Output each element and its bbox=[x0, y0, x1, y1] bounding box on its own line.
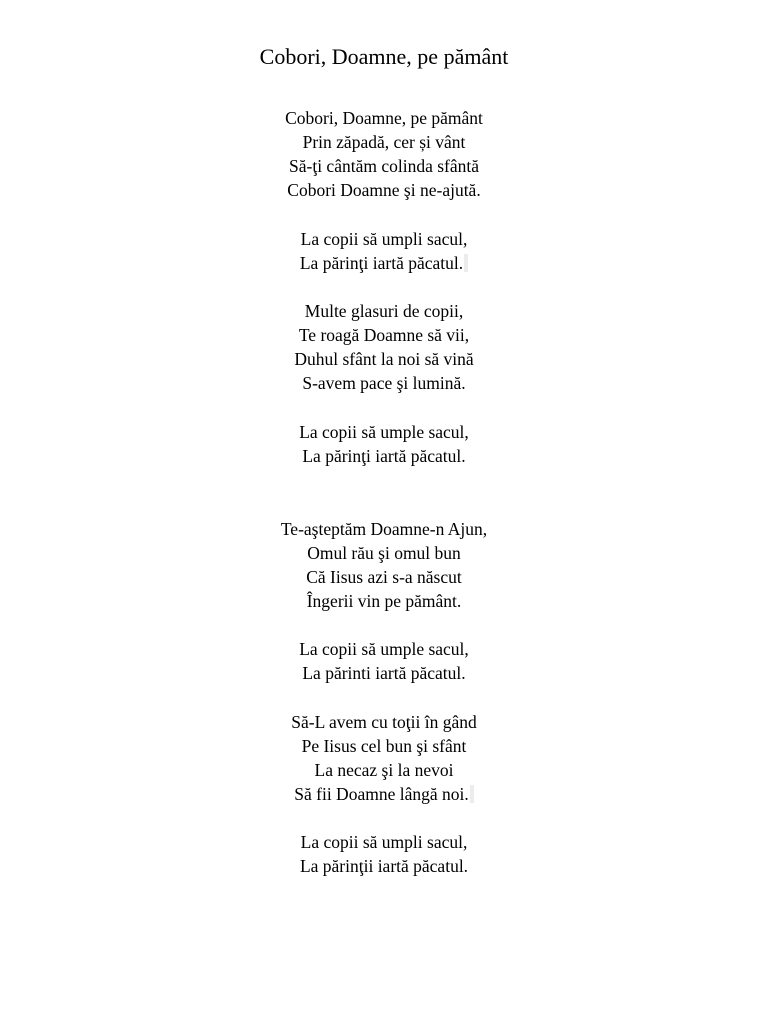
selection-mark bbox=[464, 254, 468, 272]
stanza-1-line-4: Cobori Doamne şi ne-ajută. bbox=[287, 180, 481, 200]
refrain-4-line-1: La copii să umpli sacul, bbox=[300, 832, 468, 852]
stanza-4-line-2: Pe Iisus cel bun şi sfânt bbox=[301, 736, 467, 756]
stanza-2-line-2: Te roagă Doamne să vii, bbox=[298, 325, 470, 345]
stanza-4-line-4: Să fii Doamne lângă noi. bbox=[294, 784, 469, 804]
refrain-3-line-2: La părinti iartă păcatul. bbox=[302, 663, 466, 683]
refrain-3-line-1: La copii să umple sacul, bbox=[299, 639, 469, 659]
stanza-2-line-3: Duhul sfânt la noi să vină bbox=[294, 349, 474, 369]
stanza-1-line-3: Să-ţi cântăm colinda sfântă bbox=[289, 156, 479, 176]
stanza-3-line-3: Că Iisus azi s-a născut bbox=[306, 567, 462, 587]
stanza-2-line-4: S-avem pace şi lumină. bbox=[302, 373, 466, 393]
stanza-4-line-3: La necaz şi la nevoi bbox=[314, 760, 454, 780]
refrain-1-line-1: La copii să umpli sacul, bbox=[300, 229, 468, 249]
page-title: Cobori, Doamne, pe pământ bbox=[259, 44, 509, 69]
refrain-2-line-2: La părinţi iartă păcatul. bbox=[302, 446, 466, 466]
stanza-4-line-4-wrap bbox=[0, 782, 768, 806]
refrain-1-line-2-wrap bbox=[0, 251, 768, 275]
stanza-3-line-1: Te-aşteptăm Doamne-n Ajun, bbox=[280, 519, 488, 539]
stanza-4-line-1: Să-L avem cu toţii în gând bbox=[291, 712, 477, 732]
refrain-1-line-2: La părinţi iartă păcatul. bbox=[299, 253, 464, 273]
stanza-3-line-4: Îngerii vin pe pământ. bbox=[306, 591, 462, 611]
stanza-3-line-2: Omul rău şi omul bun bbox=[307, 543, 461, 563]
selection-mark bbox=[470, 785, 474, 803]
refrain-2-line-1: La copii să umple sacul, bbox=[299, 422, 469, 442]
refrain-4-line-2: La părinţii iartă păcatul. bbox=[299, 856, 469, 876]
stanza-2-line-1: Multe glasuri de copii, bbox=[304, 301, 464, 321]
stanza-1-line-2: Prin zăpadă, cer și vânt bbox=[302, 132, 466, 152]
stanza-1-line-1: Cobori, Doamne, pe pământ bbox=[285, 108, 483, 128]
